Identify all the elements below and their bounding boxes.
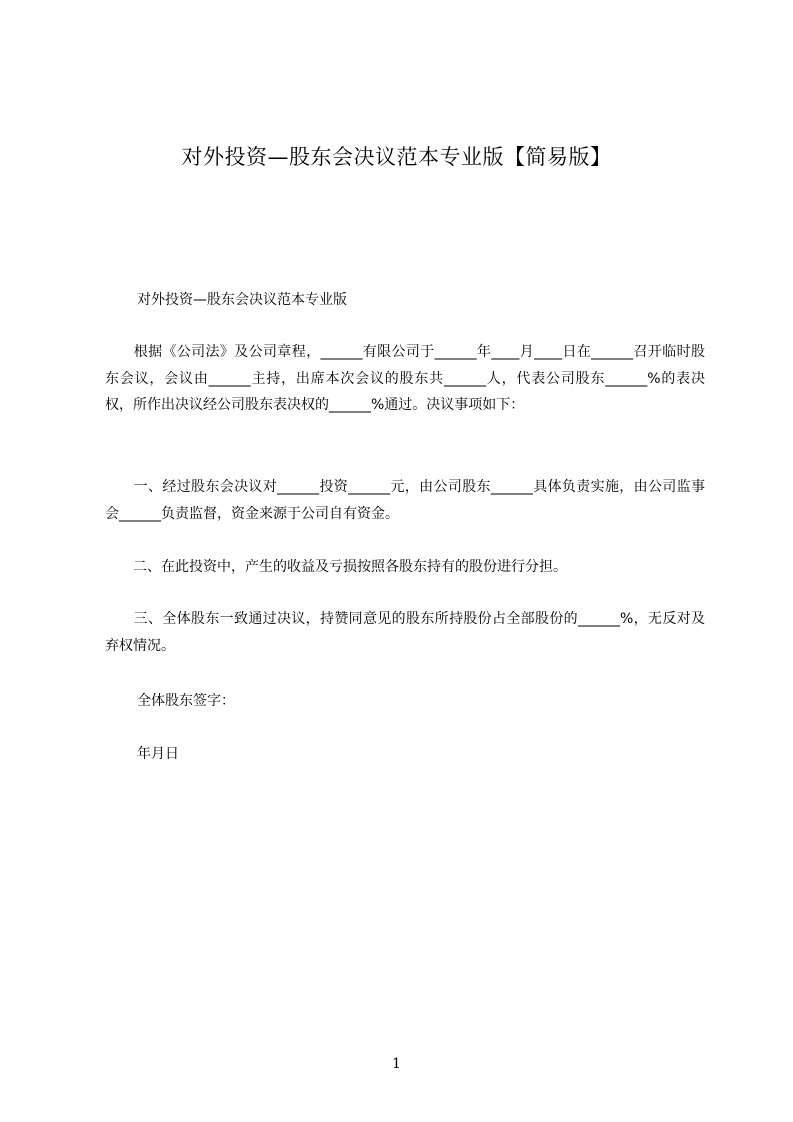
paragraph-resolution-3: 三、全体股东一致通过决议，持赞同意见的股东所持股份占全部股份的______%，无反对及弃权情况。 — [105, 611, 705, 654]
document-title: 对外投资—股东会决议范本专业版【简易版】 — [181, 145, 612, 169]
signature-label: 全体股东签字： — [137, 693, 235, 709]
date-label: 年月日 — [137, 746, 179, 762]
document-subtitle: 对外投资—股东会决议范本专业版 — [137, 292, 347, 308]
page-number: 1 — [392, 1056, 401, 1072]
paragraph-resolution-1: 一、经过股东会决议对______投资______元，由公司股东______具体负责实施，由公司监事会______负责监督，资金来源于公司自有资金。 — [105, 479, 705, 522]
paragraph-meeting-intro: 根据《公司法》及公司章程，______有限公司于______年____月____日在______召开临时股东会议，会议由______主持，出席本次会议的股东共______人，代表公司股东______%的表决权，所作出决议经公司股东表决权的______%通过。决议事项如下： — [105, 344, 705, 413]
paragraph-resolution-2: 二、在此投资中，产生的收益及亏损按照各股东持有的股份进行分担。 — [105, 559, 567, 575]
